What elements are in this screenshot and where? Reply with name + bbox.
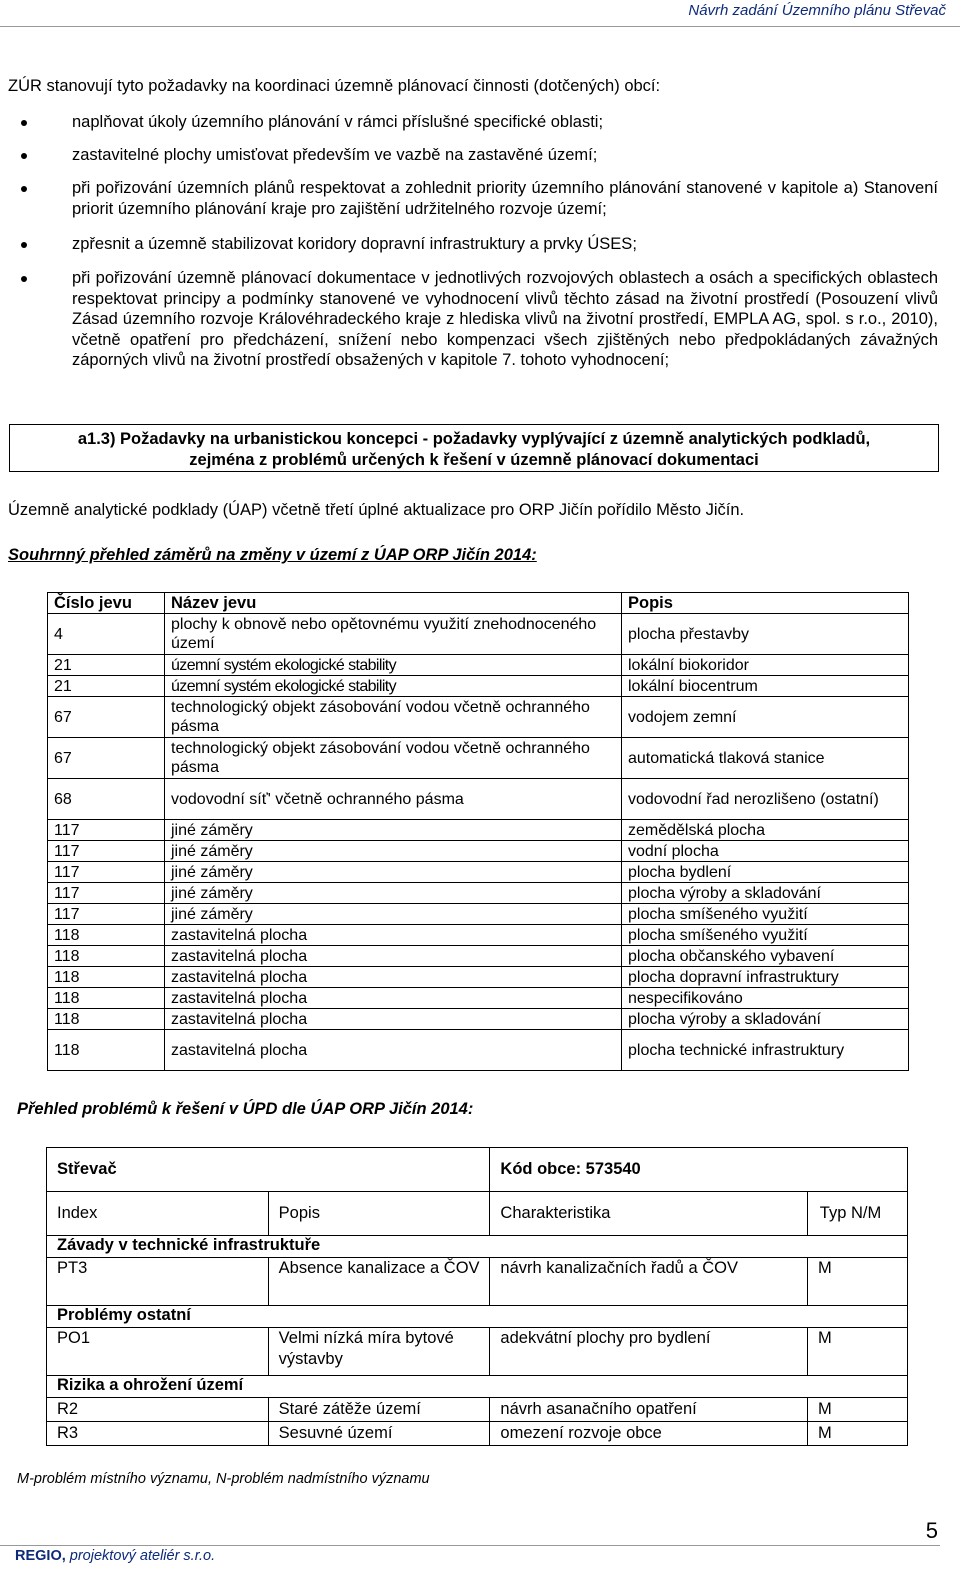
table-cell-name: plochy k obnově nebo opětovnému využití znehodnoceného území [165, 614, 622, 655]
table-row [47, 1398, 908, 1422]
table-cell-name: jiné záměry [165, 841, 622, 862]
bullet-icon [21, 186, 27, 192]
table-cell-index: PT3 [47, 1258, 269, 1306]
group-title-cell: Rizika a ohrožení území [47, 1376, 908, 1398]
table-row [48, 967, 909, 988]
section-heading-box [9, 424, 939, 472]
changes-table [47, 592, 909, 1071]
table-cell-name: jiné záměry [165, 820, 622, 841]
table-cell-num: 21 [48, 655, 165, 676]
table-row [47, 1148, 908, 1192]
table-cell-name: jiné záměry [165, 862, 622, 883]
table-row [47, 1422, 908, 1446]
table-row [48, 676, 909, 697]
table-cell-char: adekvátní plochy pro bydlení [490, 1328, 808, 1376]
table-row [48, 883, 909, 904]
group-row [47, 1236, 908, 1258]
table-cell-name: jiné záměry [165, 904, 622, 925]
header-cell: Název jevu [165, 593, 622, 614]
table-cell-desc: automatická tlaková stanice [622, 738, 909, 779]
table-cell-desc: Staré zátěže území [268, 1398, 490, 1422]
table-cell-index: R3 [47, 1422, 269, 1446]
table-cell-num: 67 [48, 697, 165, 738]
bullet-icon [21, 153, 27, 159]
table-cell-num: 21 [48, 676, 165, 697]
table-cell-desc: Sesuvné území [268, 1422, 490, 1446]
document-page: Návrh zadání Územního plánu Střevač ZÚR stanovují tyto požadavky na koordinaci územně plánovací činnosti (dotčených) obcí: naplňovat úkoly územního plánování v rámci příslušné specifické oblasti; zastavitelné plochy umisťovat především ve vazbě na zastavěné území; při pořizování územních plánů respektovat a zohlednit priority územního plánování stanovené v kapitole a) Stanovení priorit územního plánování kraje pro zajištění udržitelného rozvoje území; zpřesnit a územně stabilizovat koridory dopravní infrastruktury a prvky ÚSES; při pořizování územně plánovací dokumentace v jednotlivých rozvojových oblastech a osách a specifických oblastech respektovat principy a podmínky stanovené ve vyhodnocení vlivů těchto zásad na životní prostředí (Posouzení vlivů Zásad územního rozvoje Královéhradeckého kraje z hlediska vlivů na životní prostředí, EMPLA AG, spol. s r.o., 2010), včetně opatření pro předcházení, snížení nebo kompenzaci všech zjištěných nebo předpokládaných závažných záporných vlivů na životní prostředí obsažených v kapitole 7. tohoto vyhodnocení; a1.3) Požadavky na urbanistickou koncepci - požadavky vyplývající z územně analytických podkladů, zejména z problémů určených k řešení v územně plánovací dokumentaci Územně analytické podklady (ÚAP) včetně třetí úplné aktualizace pro ORP Jičín pořídilo Město Jičín. Souhrnný přehled záměrů na změny v území z ÚAP ORP Jičín 2014: Číslo jevu Název jevu Popis 4 plochy k obnově nebo opětovnému využití znehodnoceného území plocha přestavby 21 územní systém ekologické stability lokální biokoridor 21 územní systém ekologické stability lokální biocentrum 67 technologický objekt zásobování vodou včetně ochranného pásma vodojem zemní 67 technologický objekt zásobování vodou včetně ochranného pásma automatická tlaková stanice 68 vodovodní síť' včetně ochranného pásma vodovodní řad nerozlišeno (ostatní) 117 jiné záměry zemědělská plocha 117 jiné záměry vodní plocha 117 jiné záměry plocha bydlení 117 jiné záměry plocha výroby a skladování 117 jiné záměry plocha smíšeného využití 118 zastavitelná plocha plocha smíšeného využití 118 zastavitelná plocha plocha občanského vybavení 118 zastavitelná plocha plocha dopravní infrastruktury 118 zastavitelná plocha nespecifikováno 118 zastavitelná plocha plocha výroby a skladování 118 zastavitelná plocha plocha technické infrastruktury Přehled problémů k řešení v ÚPD dle ÚAP ORP Jičín 2014: Střevač Kód obce: 573540 Index Popis Charakteristika Typ N/M Závady v technické infrastruktuře PT3 Absence kanalizace a ČOV návrh kanalizačních řadů a ČOV M Problémy ostatní PO1 Velmi nízká míra bytové výstavby adekvátní plochy pro bydlení M Rizika a ohrožení území R2 Staré zátěže území návrh asanačního opatření M R3 Sesuvné území omezení rozvoje obce M M-problém místního významu, N-problém nadmístního významu 5 REGIO, projektový ateliér s.r.o. [0, 0, 960, 1582]
table-cell-name: územní systém ekologické stability [165, 676, 622, 697]
table-cell-name: technologický objekt zásobování vodou včetně ochranného pásma [165, 738, 622, 779]
header-divider [0, 26, 960, 27]
header-cell: Popis [622, 593, 909, 614]
group-row [47, 1376, 908, 1398]
table-cell-num: 117 [48, 883, 165, 904]
table-cell-num: 117 [48, 904, 165, 925]
table-cell-desc: plocha technické infrastruktury [622, 1030, 909, 1071]
table-header-row [48, 593, 909, 614]
table-cell-num: 118 [48, 1030, 165, 1071]
table-cell-name: technologický objekt zásobování vodou včetně ochranného pásma [165, 697, 622, 738]
table-cell-name: zastavitelná plocha [165, 946, 622, 967]
group-row [47, 1306, 908, 1328]
table-cell-desc: plocha smíšeného využití [622, 925, 909, 946]
summary-heading: Souhrnný přehled záměrů na změny v území z ÚAP ORP Jičín 2014: [8, 546, 537, 564]
table-cell-desc: plocha bydlení [622, 862, 909, 883]
municipality-cell: Střevač [47, 1148, 490, 1192]
table-cell-char: návrh asanačního opatření [490, 1398, 808, 1422]
table-row [48, 1009, 909, 1030]
table-cell-desc: vodojem zemní [622, 697, 909, 738]
table-cell-desc: plocha dopravní infrastruktury [622, 967, 909, 988]
table-cell-name: zastavitelná plocha [165, 925, 622, 946]
table-row [48, 614, 909, 655]
table-cell-desc: plocha výroby a skladování [622, 883, 909, 904]
table-cell-index: PO1 [47, 1328, 269, 1376]
table-cell-type: M [808, 1328, 908, 1376]
table-row [48, 988, 909, 1009]
table-cell-desc: plocha výroby a skladování [622, 1009, 909, 1030]
table-row [48, 862, 909, 883]
table-cell-name: zastavitelná plocha [165, 988, 622, 1009]
header-cell: Index [47, 1192, 269, 1236]
table-cell-desc: plocha smíšeného využití [622, 904, 909, 925]
table-cell-desc: lokální biocentrum [622, 676, 909, 697]
bullet-icon [21, 242, 27, 248]
table-cell-char: návrh kanalizačních řadů a ČOV [490, 1258, 808, 1306]
table-cell-desc: vodní plocha [622, 841, 909, 862]
table-cell-desc: plocha přestavby [622, 614, 909, 655]
table-cell-name: zastavitelná plocha [165, 967, 622, 988]
header-title: Návrh zadání Územního plánu Střevač [688, 2, 946, 19]
table-cell-name: zastavitelná plocha [165, 1030, 622, 1071]
group-title-cell: Závady v technické infrastruktuře [47, 1236, 908, 1258]
table-cell-name: územní systém ekologické stability [165, 655, 622, 676]
table-cell-desc: Velmi nízká míra bytové výstavby [268, 1328, 490, 1376]
table-row [48, 1030, 909, 1071]
table-cell-type: M [808, 1422, 908, 1446]
table-cell-type: M [808, 1398, 908, 1422]
header-cell: Číslo jevu [48, 593, 165, 614]
page-number: 5 [925, 1518, 938, 1543]
bullet-icon [21, 120, 27, 126]
table-cell-name: vodovodní síť' včetně ochranného pásma [165, 779, 622, 820]
table-cell-index: R2 [47, 1398, 269, 1422]
table-cell-desc: lokální biokoridor [622, 655, 909, 676]
table-cell-char: omezení rozvoje obce [490, 1422, 808, 1446]
table-row [47, 1328, 908, 1376]
footer-divider [0, 1545, 940, 1546]
table-cell-num: 118 [48, 967, 165, 988]
header-cell: Popis [268, 1192, 490, 1236]
table-cell-name: jiné záměry [165, 883, 622, 904]
header-cell: Typ N/M [808, 1192, 908, 1236]
table-row [48, 779, 909, 820]
footer-company: REGIO, projektový ateliér s.r.o. [15, 1548, 216, 1564]
header-cell: Charakteristika [490, 1192, 808, 1236]
table-cell-desc: nespecifikováno [622, 988, 909, 1009]
problems-table [46, 1147, 908, 1446]
uap-paragraph: Územně analytické podklady (ÚAP) včetně třetí úplné aktualizace pro ORP Jičín pořídilo Město Jičín. [8, 501, 745, 519]
intro-text: ZÚR stanovují tyto požadavky na koordinaci územně plánovací činnosti (dotčených) obcí: [8, 77, 661, 95]
table-row [48, 820, 909, 841]
table-row [48, 655, 909, 676]
table-row [48, 841, 909, 862]
table-cell-type: M [808, 1258, 908, 1306]
table-cell-desc: plocha občanského vybavení [622, 946, 909, 967]
table-row [48, 946, 909, 967]
problems-heading: Přehled problémů k řešení v ÚPD dle ÚAP ORP Jičín 2014: [17, 1100, 474, 1118]
table-cell-num: 118 [48, 988, 165, 1009]
table-cell-num: 117 [48, 820, 165, 841]
municipality-code-cell: Kód obce: 573540 [490, 1148, 908, 1192]
table-cell-desc: vodovodní řad nerozlišeno (ostatní) [622, 779, 909, 820]
table-cell-num: 67 [48, 738, 165, 779]
table-cell-num: 117 [48, 841, 165, 862]
table-cell-desc: Absence kanalizace a ČOV [268, 1258, 490, 1306]
legend-note: M-problém místního významu, N-problém nadmístního významu [17, 1471, 430, 1487]
table-cell-num: 118 [48, 946, 165, 967]
table-row [48, 904, 909, 925]
table-row [48, 697, 909, 738]
section-heading-line2: zejména z problémů určených k řešení v územně plánovací dokumentaci [189, 451, 759, 469]
table-cell-num: 4 [48, 614, 165, 655]
table-cell-num: 68 [48, 779, 165, 820]
table-cell-num: 118 [48, 925, 165, 946]
table-cell-num: 117 [48, 862, 165, 883]
group-title-cell: Problémy ostatní [47, 1306, 908, 1328]
table-row [47, 1258, 908, 1306]
table-row [48, 738, 909, 779]
table-row [48, 925, 909, 946]
table-cell-desc: zemědělská plocha [622, 820, 909, 841]
table-cell-num: 118 [48, 1009, 165, 1030]
table-header-row [47, 1192, 908, 1236]
bullet-icon [21, 276, 27, 282]
section-heading-line1: a1.3) Požadavky na urbanistickou koncepci - požadavky vyplývající z územně analytických podkladů, [77, 430, 871, 448]
table-cell-name: zastavitelná plocha [165, 1009, 622, 1030]
